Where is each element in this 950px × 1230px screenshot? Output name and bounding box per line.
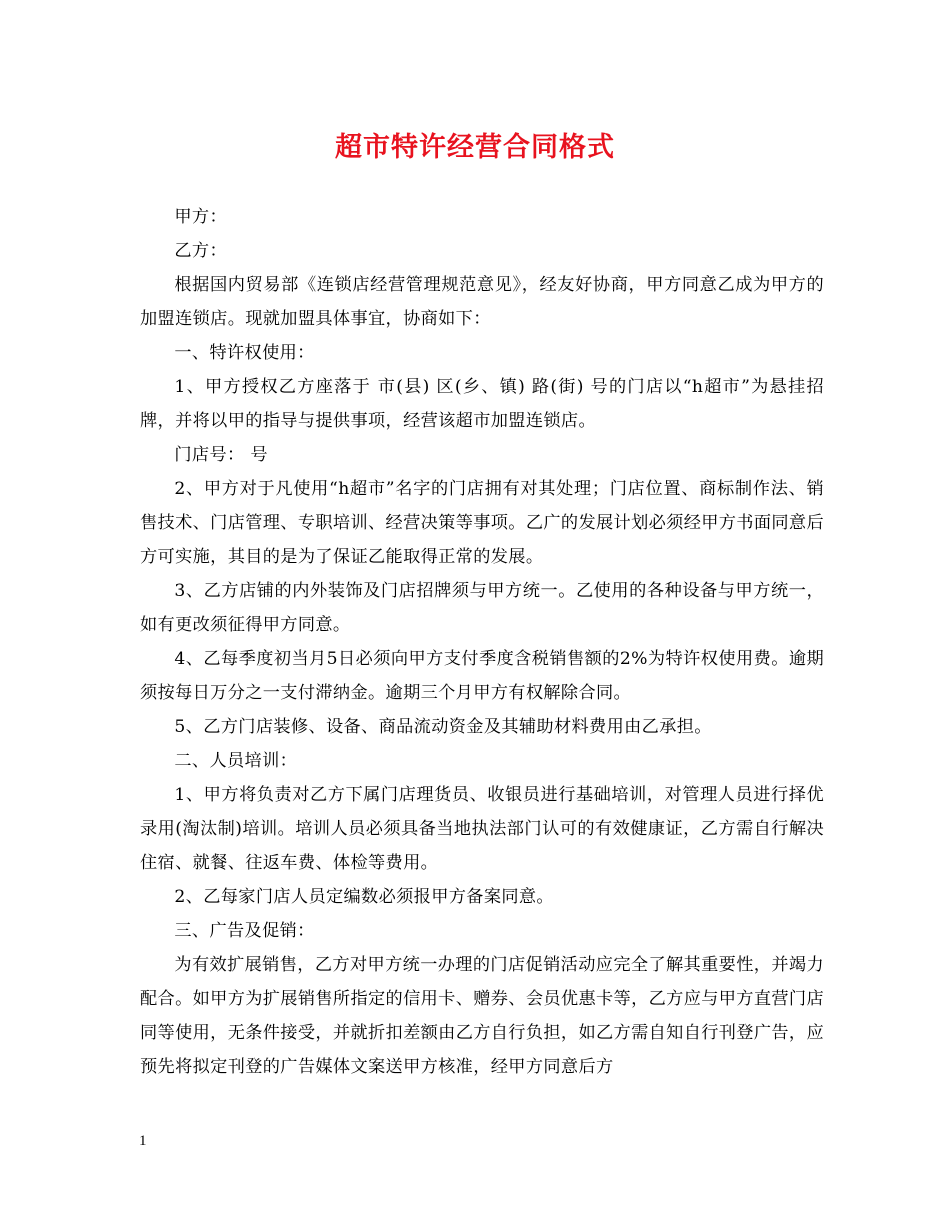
page-number: 1 <box>139 1133 147 1149</box>
clause-2-1: 1、甲方将负责对乙方下属门店理货员、收银员进行基础培训，对管理人员进行择优录用(淘汰制)培训。培训人员必须具备当地执法部门认可的有效健康证，乙方需自行解决住宿、就餐、往返车费、体检等费用。 <box>140 785 824 873</box>
clause-2-2: 2、乙每家门店人员定编数必须报甲方备案同意。 <box>174 887 554 907</box>
store-number-line: 门店号： 号 <box>174 445 268 465</box>
section-heading-franchise-rights: 一、特许权使用： <box>174 343 315 363</box>
preamble-paragraph: 根据国内贸易部《连锁店经营管理规范意见》，经友好协商，甲方同意乙成为甲方的加盟连锁店。现就加盟具体事宜，协商如下： <box>140 275 824 329</box>
clause-1-4: 4、乙每季度初当月5日必须向甲方支付季度含税销售额的2%为特许权使用费。逾期须按每日万分之一支付滞纳金。逾期三个月甲方有权解除合同。 <box>140 649 824 703</box>
clause-1-5: 5、乙方门店装修、设备、商品流动资金及其辅助材料费用由乙承担。 <box>174 717 712 737</box>
party-b-line: 乙方： <box>174 241 228 261</box>
section-heading-advertising: 三、广告及促销： <box>174 921 315 941</box>
clause-1-2: 2、甲方对于凡使用“h超市”名字的门店拥有对其处理；门店位置、商标制作法、销售技术、门店管理、专职培训、经营决策等事项。乙广的发展计划必须经甲方书面同意后方可实施，其目的是为了保证乙能取得正常的发展。 <box>140 479 824 567</box>
section-heading-training: 二、人员培训： <box>174 751 298 771</box>
party-a-line: 甲方： <box>174 207 228 227</box>
clause-1-3: 3、乙方店铺的内外装饰及门店招牌须与甲方统一。乙使用的各种设备与甲方统一，如有更改须征得甲方同意。 <box>140 581 824 635</box>
document-body <box>140 200 824 1084</box>
clause-3-1: 为有效扩展销售，乙方对甲方统一办理的门店促销活动应完全了解其重要性，并竭力配合。如甲方为扩展销售所指定的信用卡、赠券、会员优惠卡等，乙方应与甲方直营门店同等使用，无条件接受，并就折扣差额由乙方自行负担，如乙方需自知自行刊登广告，应预先将拟定刊登的广告媒体文案送甲方核准，经甲方同意后方 <box>140 955 824 1077</box>
document-title: 超市特许经营合同格式 <box>335 132 615 163</box>
clause-1-1: 1、甲方授权乙方座落于 市(县) 区(乡、镇) 路(街) 号的门店以“h超市”为悬挂招牌，并将以甲的指导与提供事项，经营该超市加盟连锁店。 <box>140 377 824 431</box>
